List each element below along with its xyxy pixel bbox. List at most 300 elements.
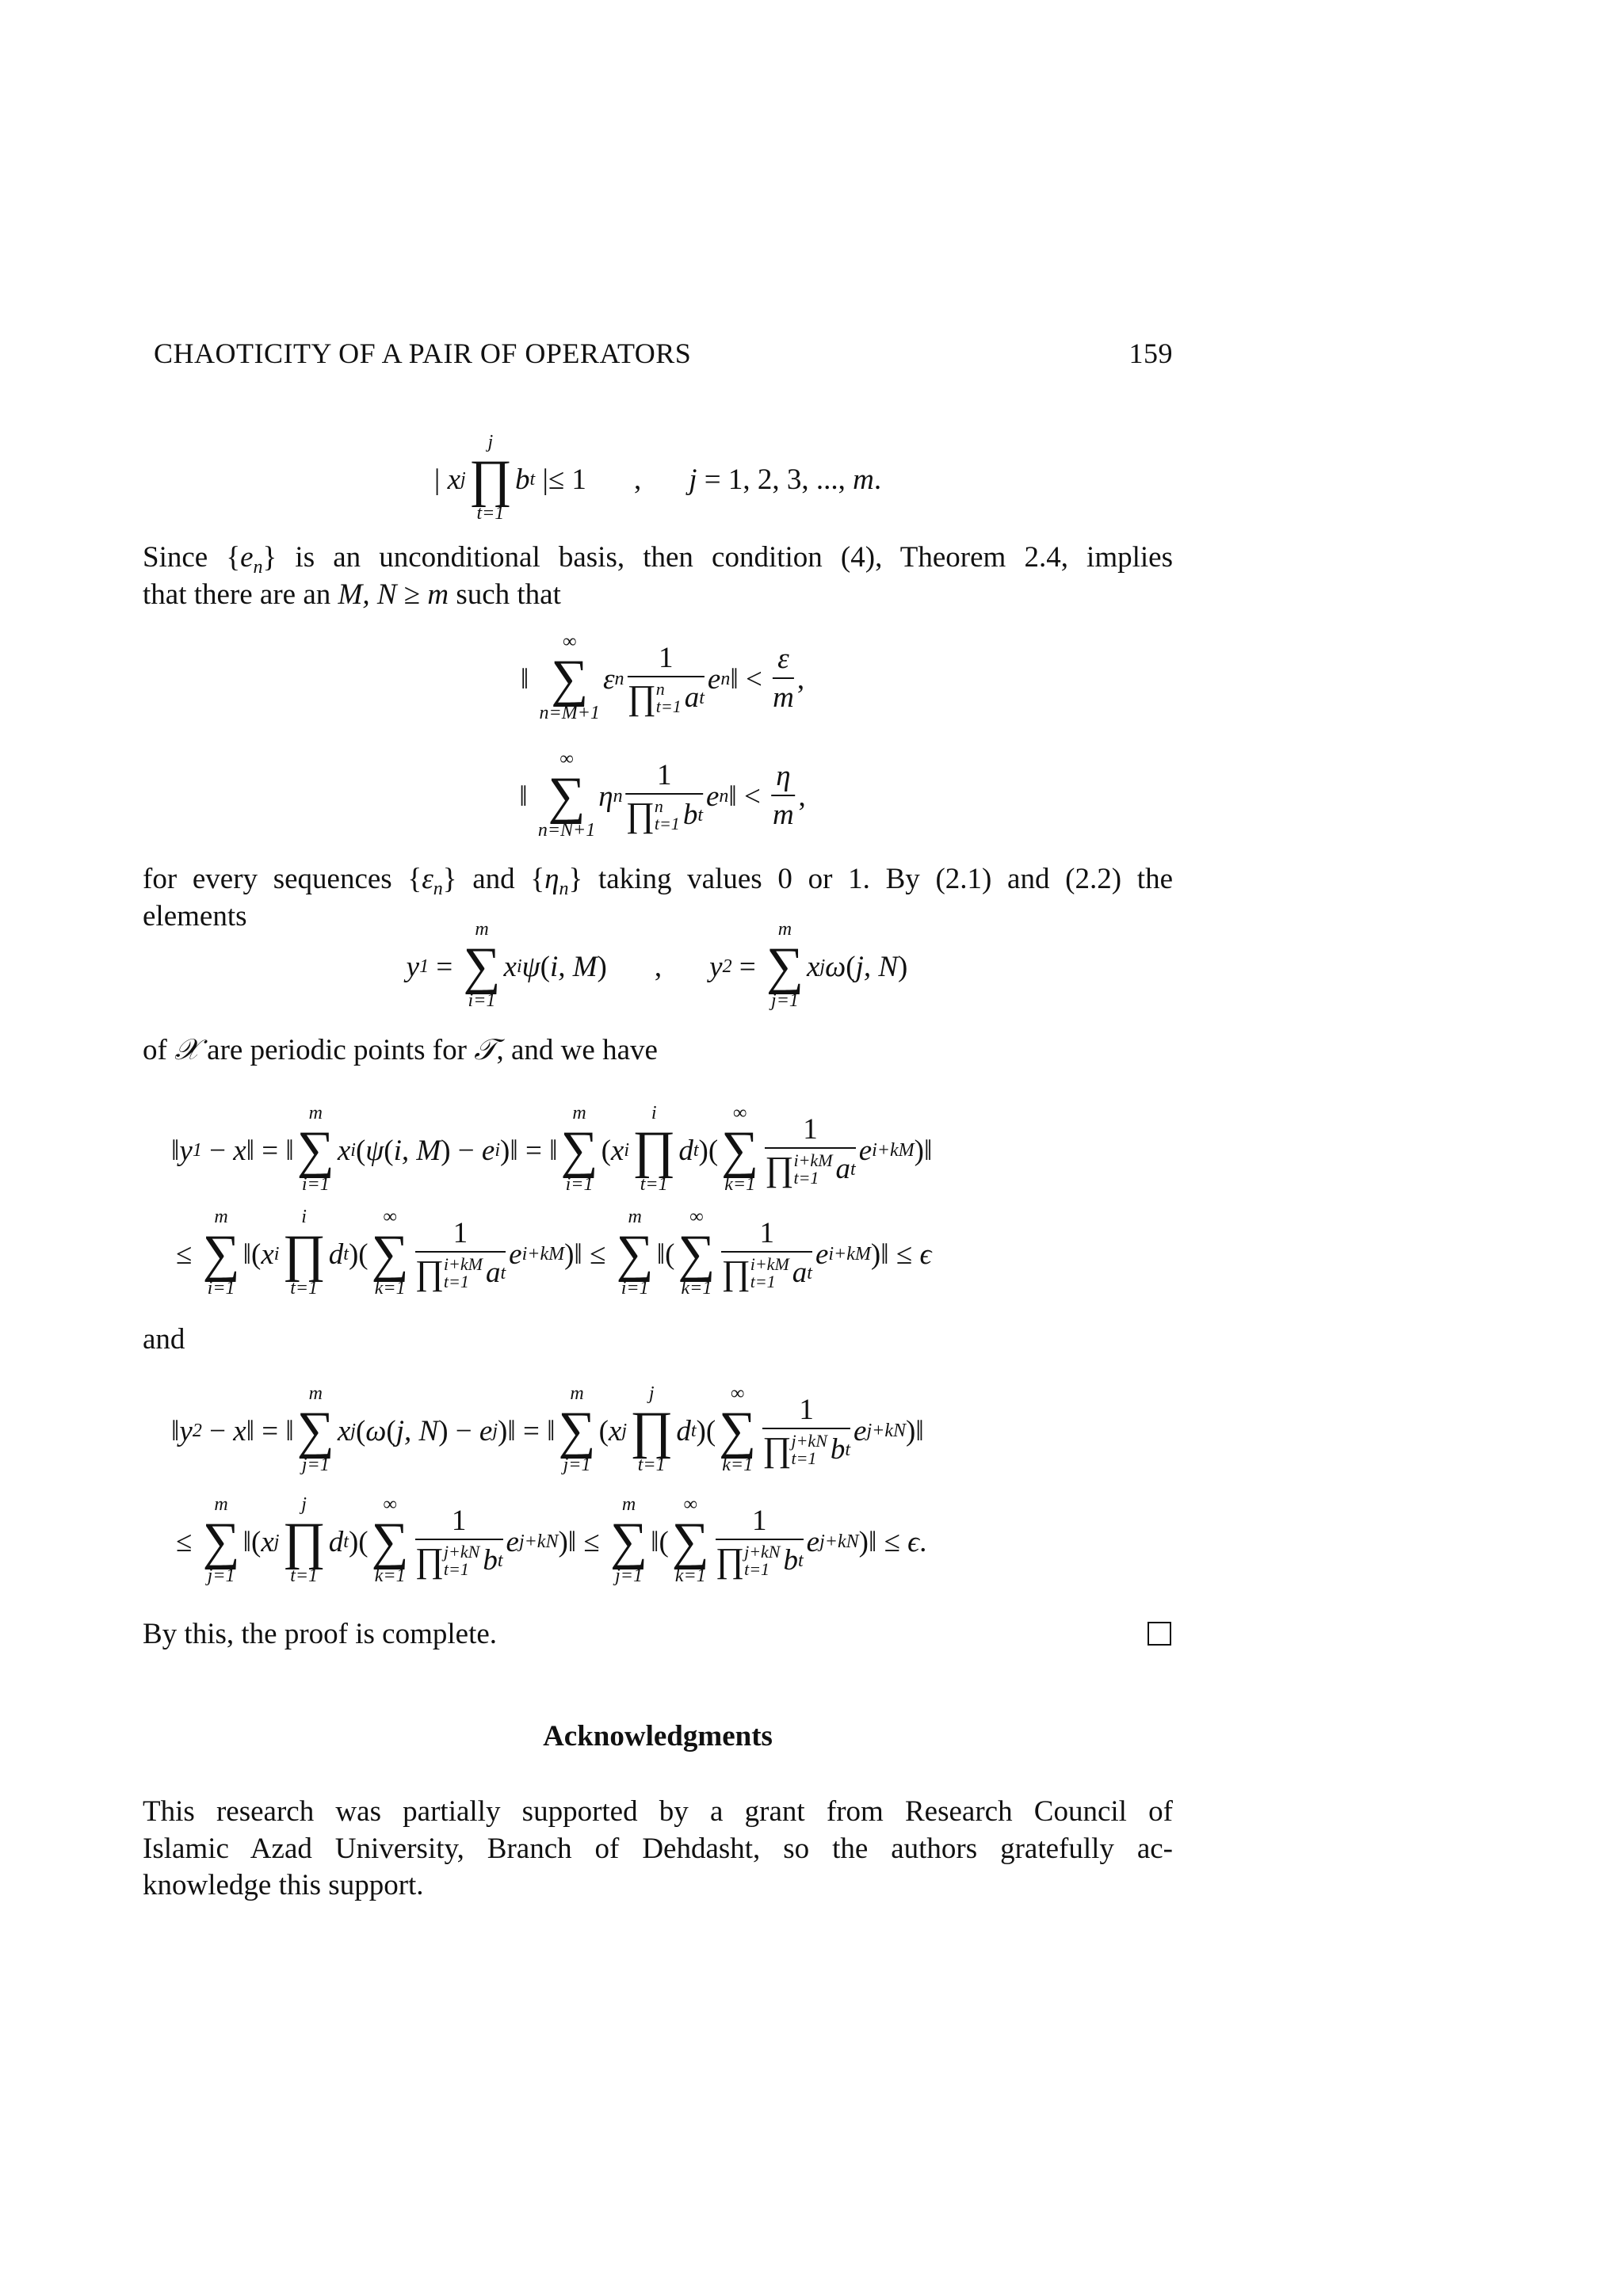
product-limits [793,1152,832,1187]
sum-operator [372,1495,409,1589]
text-run: )( [696,1414,716,1447]
math-symbol: x [261,1525,274,1558]
text-run: and [143,1323,185,1356]
upper-limit: j [648,1383,655,1404]
lower-limit: j=1 [301,1455,330,1475]
math-symbol: ψ [521,950,540,983]
upper-limit: m [777,919,792,940]
upper-limit: j+kN [791,1431,827,1451]
text-run: 1 [803,1112,818,1146]
equation-product-bound [434,433,881,526]
upper-limit: ∞ [559,749,574,769]
math-symbol: e [806,1525,820,1558]
text-run: ‖( [242,1525,262,1558]
text-line [143,1616,1173,1653]
inline-product [627,678,685,718]
lower-limit: t=1 [654,814,680,834]
subscript: t [343,1243,349,1264]
lower-limit: k=1 [374,1566,406,1586]
math-symbol: a [485,1257,501,1289]
denominator [414,1540,503,1581]
upper-limit: i+kM [793,1150,833,1171]
subscript: j [492,1420,498,1441]
qed-box-icon [1148,1622,1171,1646]
pi-symbol: ∏ [627,678,656,718]
upper-limit: ∞ [383,1207,397,1227]
math-symbol: η [776,760,791,793]
upper-limit: ∞ [683,1494,697,1515]
subscript: j [819,955,826,977]
math-symbol: e [506,1525,519,1558]
equation-tail-sum-a [521,632,804,726]
sum-operator [719,1384,756,1478]
sigma-symbol: ∑ [463,937,501,995]
lower-limit: t=1 [443,1559,469,1580]
text-run: for every sequences { [143,863,422,895]
sum-operator [721,1104,758,1197]
math-symbol: ϵ [919,1238,932,1271]
text-run: ‖( [651,1525,669,1558]
text-run: Since { [143,541,241,574]
text-run: ( [384,1134,394,1167]
math-symbol: x [233,1134,246,1167]
text-run: )( [348,1238,369,1271]
product-operator [469,433,512,526]
math-symbol: y [179,1414,193,1447]
lower-limit: k=1 [374,1278,406,1299]
text-run: ‖ < [728,780,769,813]
math-symbol: x [261,1238,274,1271]
math-symbol: a [684,681,700,714]
upper-limit: m [214,1207,228,1227]
numerator [762,1394,850,1430]
pi-symbol: ∏ [282,1512,326,1570]
subscript: t [690,1420,697,1441]
denominator [627,677,705,718]
product-operator [282,1495,325,1589]
subscript: n [253,557,263,578]
upper-limit: m [621,1494,636,1515]
text-run: , [798,780,806,813]
pi-symbol: ∏ [625,795,655,835]
lower-limit: i=1 [468,990,496,1011]
sum-operator [610,1495,647,1589]
pi-symbol: ∏ [632,1121,676,1179]
text-run: ‖( [656,1238,675,1271]
acknowledgments-heading: Acknowledgments [543,1720,773,1753]
text-run: ) [597,950,607,983]
text-run: ( [540,950,550,983]
denominator [762,1429,851,1470]
sigma-symbol: ∑ [296,1121,334,1179]
text-run: )‖ = ‖ [498,1414,556,1447]
math-symbol: ω [365,1414,387,1447]
text-run: 1 [451,1504,467,1537]
text-run: ) − [438,1414,479,1447]
subscript: j [621,1420,627,1441]
equation-y2-row2 [176,1495,926,1589]
text-run: . [873,463,882,496]
text-run: 1 [799,1393,814,1426]
sum-operator [297,1104,334,1197]
pi-symbol: ∏ [414,1253,444,1293]
text-run: − [201,1414,234,1447]
lower-limit: t=1 [793,1168,819,1188]
running-header [154,337,1173,370]
text-run: ( [601,1134,611,1167]
upper-limit: m [572,1103,586,1123]
text-run: , and we have [496,1034,658,1066]
lower-limit: j=1 [563,1455,591,1475]
upper-limit: m [475,919,489,940]
subscript: 1 [419,955,430,977]
subscript: j+kN [819,1531,859,1552]
fraction [721,1218,812,1291]
fraction [716,1505,804,1579]
math-symbol: a [835,1153,851,1185]
math-symbol: x [610,1134,624,1167]
header-title: CHAOTICITY OF A PAIR OF OPERATORS [154,338,692,369]
product-limits [655,798,680,833]
math-symbol: b [483,1544,498,1577]
text-run: such that [449,578,561,611]
subscript: n [614,668,624,689]
text-run: ‖( [242,1238,262,1271]
upper-limit: n [655,679,665,700]
subscript: 2 [722,955,732,977]
upper-limit: i+kM [750,1254,789,1275]
product-limits [791,1432,827,1467]
text-line [143,1322,1173,1358]
math-symbol: e [858,1134,873,1167]
text-run: 1 [657,758,672,791]
sigma-symbol: ∑ [551,650,589,707]
text-run: This research was partially supported by a grant from Research Council of [143,1795,1173,1828]
text-run: , [633,463,642,496]
fraction [415,1218,506,1291]
inline-product [765,1152,835,1187]
subscript: j [350,1420,356,1441]
lower-limit: t=1 [290,1278,319,1299]
sigma-symbol: ∑ [548,767,586,825]
upper-limit: ∞ [689,1207,704,1227]
fraction [415,1505,503,1579]
text-run: ( [355,1134,366,1167]
subscript: t [699,688,705,709]
math-symbol: η [544,863,559,895]
math-symbol: i, M [393,1134,441,1167]
subscript: 1 [192,1139,202,1161]
upper-limit: m [214,1494,228,1515]
text-run: ‖ = ‖ [246,1414,294,1447]
sum-operator [538,749,595,843]
numerator [415,1505,503,1541]
math-symbol: y [709,950,723,983]
subscript: j+kN [518,1531,559,1552]
numerator [628,643,705,678]
text-run: ‖ = ‖ [246,1134,294,1167]
math-symbol: d [678,1134,693,1167]
denominator [415,1253,506,1291]
product-operator [282,1207,325,1301]
math-symbol: e [705,780,720,813]
text-run: , [796,662,805,696]
math-symbol: b [515,463,530,496]
sigma-symbol: ∑ [616,1225,654,1283]
sigma-symbol: ∑ [560,1121,598,1179]
sigma-symbol: ∑ [371,1512,409,1570]
equation-elements-y1-y2 [407,920,908,1013]
math-symbol: e [240,541,254,574]
text-run: )‖ = ‖ [500,1134,558,1167]
numerator [415,1218,506,1253]
upper-limit: i [651,1103,657,1123]
subscript: t [697,805,703,826]
lower-limit: n=N+1 [537,820,596,841]
product-limits [656,681,682,715]
subscript: i [495,1139,501,1161]
text-run: − [201,1134,234,1167]
sigma-symbol: ∑ [766,937,804,995]
subscript: t [807,1263,812,1284]
math-symbol: x [447,463,461,496]
numerator [773,643,794,679]
subscript: n [613,785,623,807]
sum-operator [297,1384,334,1478]
math-symbol: m [773,799,794,831]
text-run: that there are an [143,578,338,611]
lower-limit: j=1 [207,1566,235,1586]
sum-operator [203,1495,240,1589]
upper-limit: ∞ [733,1103,747,1123]
sigma-symbol: ∑ [202,1512,240,1570]
upper-limit: ∞ [563,631,577,652]
text-run: } is an unconditional basis, then condition (4), Theorem 2.4, implies [262,541,1174,574]
text-run: = [731,950,763,983]
math-symbol: m [853,463,874,496]
upper-limit: j [301,1494,307,1515]
math-symbol: e [479,1414,493,1447]
subscript: t [850,1159,856,1180]
subscript: i [624,1139,629,1161]
sum-operator [617,1207,654,1301]
fraction [765,1114,855,1188]
sum-operator [203,1207,240,1301]
lower-limit: t=1 [791,1448,817,1469]
equation-y1-row2 [176,1207,931,1301]
lower-limit: k=1 [674,1566,706,1586]
subscript: i [516,955,522,977]
text-line [143,1794,1173,1830]
upper-limit: m [628,1207,642,1227]
text-run: of [143,1034,175,1066]
text-run: ) [898,950,908,983]
subscript: t [529,468,536,490]
lower-limit: t=1 [637,1455,666,1475]
math-symbol: x [608,1414,622,1447]
text-run: )‖ ≤ [558,1525,607,1558]
subscript: j+kN [866,1420,907,1441]
text-run: ‖ [171,1414,180,1447]
sum-operator [672,1495,709,1589]
upper-limit: m [308,1103,323,1123]
math-symbol: e [707,662,721,696]
text-line [143,1867,1173,1904]
sigma-symbol: ∑ [678,1225,716,1283]
text-run: )‖ ≤ [564,1238,613,1271]
lower-limit: j=1 [771,990,799,1011]
denominator [626,795,703,833]
lower-limit: j=1 [615,1566,643,1586]
text-run: ( [598,1414,609,1447]
sigma-symbol: ∑ [671,1512,709,1570]
sigma-symbol: ∑ [558,1402,596,1459]
fraction [628,643,705,716]
upper-limit: j+kN [443,1542,480,1562]
text-run: knowledge this support. [143,1869,424,1901]
pi-symbol: ∏ [765,1150,794,1189]
text-run: )( [698,1134,719,1167]
page-number: 159 [1128,338,1173,369]
equation-y2-row1 [171,1384,924,1478]
equation-y1-row1 [171,1104,932,1197]
inline-product [625,795,683,835]
math-symbol: b [783,1544,798,1577]
subscript: i+kM [872,1139,915,1161]
product-limits [444,1256,483,1291]
lower-limit: t=1 [744,1559,770,1580]
subscript: n [720,668,731,689]
pi-symbol: ∏ [721,1253,750,1293]
math-symbol: M, N [338,578,397,611]
product-operator [632,1104,675,1197]
sigma-symbol: ∑ [202,1225,240,1283]
math-symbol: y [179,1134,193,1167]
lower-limit: t=1 [476,503,505,524]
math-symbol: d [676,1414,691,1447]
text-run: } and { [442,863,545,895]
equation-tail-sum-b [519,749,806,843]
text-run: )‖ [906,1414,924,1447]
text-run: 1 [752,1504,767,1537]
subscript: t [343,1531,349,1552]
lower-limit: t=1 [443,1272,469,1292]
math-symbol: ψ [365,1134,384,1167]
math-symbol: y [406,950,420,983]
upper-limit: j+kN [744,1542,781,1562]
math-symbol: ε [422,863,433,895]
sum-operator [766,920,804,1013]
text-run: ≥ [396,578,428,611]
subscript: t [797,1550,804,1572]
numerator [765,1114,855,1150]
upper-limit: ∞ [383,1494,397,1515]
sum-operator [559,1384,596,1478]
lower-limit: i=1 [621,1278,649,1299]
text-line [143,1032,1173,1069]
text-run: ( [355,1414,366,1447]
text-run: are periodic points for [199,1034,475,1066]
text-run: ‖ < [730,662,770,696]
lower-limit: i=1 [301,1174,330,1195]
math-symbol: e [481,1134,495,1167]
math-symbol: η [598,780,613,813]
text-run: 1 [759,1216,774,1249]
subscript: t [497,1550,503,1572]
math-symbol: ε [602,662,615,696]
lower-limit: t=1 [640,1174,668,1195]
upper-limit: j [487,432,494,452]
text-run: By this, the proof is complete. [143,1618,498,1650]
denominator [715,1540,804,1581]
fraction [773,643,794,714]
subscript: n [719,785,729,807]
inline-product [721,1253,792,1293]
lower-limit: i=1 [565,1174,594,1195]
math-symbol: d [328,1238,344,1271]
pi-symbol: ∏ [282,1225,326,1283]
sum-operator [561,1104,598,1197]
sigma-symbol: ∑ [721,1121,759,1179]
lower-limit: n=M+1 [539,703,600,723]
text-run: )( [348,1525,369,1558]
product-limits [750,1256,789,1291]
math-symbol: b [682,799,698,831]
text-run: elements [143,899,247,933]
math-symbol: ω [825,950,846,983]
text-run: ‖ [519,780,535,813]
sum-operator [678,1207,715,1301]
math-symbol: m [773,681,794,714]
subscript: i+kM [828,1243,871,1264]
sum-operator [463,920,500,1013]
math-symbol: 𝒳 [174,1034,200,1066]
math-symbol: ε [777,643,789,676]
sum-operator [372,1207,409,1301]
denominator [721,1253,812,1291]
subscript: n [559,879,569,899]
text-line [143,577,1173,613]
math-symbol: x [337,1134,351,1167]
text-run: ) − [441,1134,482,1167]
math-symbol: 𝒯 [474,1034,497,1066]
text-run: 1 [658,641,674,674]
subscript: i [273,1243,280,1264]
subscript: i [350,1139,356,1161]
text-run: | [433,463,448,496]
text-line [143,1831,1173,1867]
math-symbol: a [792,1257,808,1289]
text-run: , [654,950,663,983]
math-symbol: j [689,463,697,496]
lower-limit: t=1 [750,1272,776,1292]
lower-limit: k=1 [724,1174,756,1195]
math-symbol: x [233,1414,246,1447]
upper-limit: n [654,796,663,817]
pi-symbol: ∏ [414,1541,444,1581]
lower-limit: k=1 [722,1455,754,1475]
sigma-symbol: ∑ [719,1402,757,1459]
text-run: ( [386,1414,396,1447]
subscript: j [273,1531,280,1552]
math-symbol: d [328,1525,344,1558]
lower-limit: t=1 [655,696,682,717]
math-symbol: e [854,1414,867,1447]
math-symbol: x [807,950,820,983]
product-limits [444,1543,479,1578]
inline-product [762,1430,831,1470]
numerator [771,761,795,796]
